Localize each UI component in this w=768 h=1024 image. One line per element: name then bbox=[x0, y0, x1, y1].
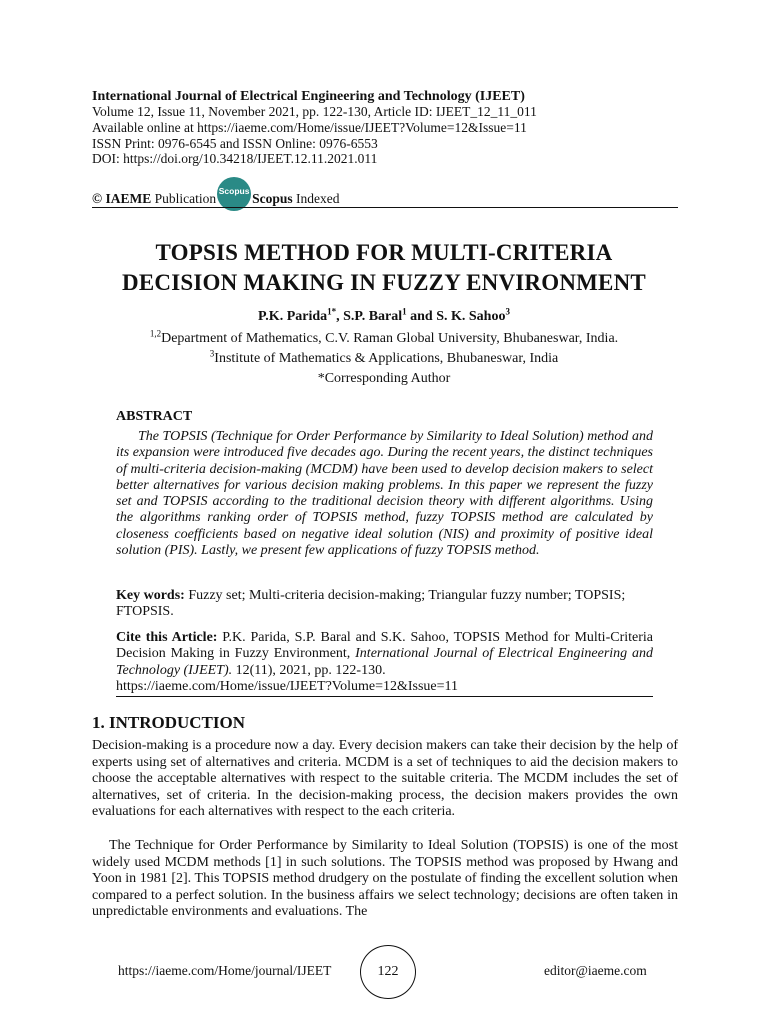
abstract-text: The TOPSIS (Technique for Order Performance by Similarity to Ideal Solution) method and its expansion were introduced five decades ago. During the recent years, the distinct techniques of multi-criteria decision-making (MCDM) have been used to develop decision makers to select better alternatives for various decision making problems. In this paper we represent the fuzzy set and TOPSIS according to the traditional decision theory with different algorithms. Using the algorithms ranking order of TOPSIS method, fuzzy TOPSIS method are calculated by closeness coefficients based on negative ideal solution (NIS) and proximity of positive ideal solution (PIS). Lastly, we present few applications of fuzzy TOPSIS method. bbox=[116, 429, 653, 559]
author-1-sup: 1* bbox=[327, 306, 337, 317]
publisher-name: © IAEME bbox=[92, 191, 152, 207]
scopus-logo-text: Scopus bbox=[218, 186, 250, 196]
intro-paragraph-1 bbox=[92, 738, 678, 821]
citation-block bbox=[116, 630, 653, 695]
footer-journal-link[interactable]: https://iaeme.com/Home/journal/IJEET bbox=[118, 963, 332, 978]
intro-p1-text: Decision-making is a procedure now a day. Every decision makers can take their decision by the help of experts using set of alternatives and criteria. MCDM is a set of techniques to aid the decision makers to choose the acceptable alternatives with respect to the suitable criteria. The MCDM includes the set of alternatives, set of criteria. In the decision-making process, the decision makers provides the own evaluations for each alternatives with respect to the each criteria. bbox=[92, 738, 678, 819]
paper-title bbox=[84, 238, 684, 298]
affiliation-1 bbox=[84, 328, 684, 347]
cite-journal: International Journal of Electrical Engineering and Technology (IJEET). bbox=[116, 646, 653, 678]
journal-name: International Journal of Electrical Engineering and Technology (IJEET) bbox=[92, 89, 525, 104]
abstract-body bbox=[116, 429, 653, 559]
issn-line: ISSN Print: 0976-6545 and ISSN Online: 0976-6553 bbox=[92, 136, 378, 151]
cite-url-link[interactable]: https://iaeme.com/Home/issue/IJEET?Volume=12&Issue=11 bbox=[116, 678, 459, 694]
authors-line bbox=[84, 306, 684, 325]
indexed-word: Indexed bbox=[292, 191, 340, 207]
intro-paragraph-2 bbox=[92, 838, 678, 921]
author-3: and S. K. Sahoo bbox=[406, 309, 506, 324]
affiliation-2 bbox=[84, 348, 684, 367]
keywords-label: Key words: bbox=[116, 588, 185, 603]
header-divider bbox=[92, 207, 678, 208]
page-number: 122 bbox=[360, 945, 416, 999]
author-3-sup: 3 bbox=[505, 306, 510, 317]
author-2: , S.P. Baral bbox=[336, 309, 403, 324]
section-heading: 1. INTRODUCTION bbox=[92, 713, 246, 732]
affiliation-1-text: Department of Mathematics, C.V. Raman Global University, Bhubaneswar, India. bbox=[161, 331, 619, 346]
abstract-heading: ABSTRACT bbox=[116, 409, 193, 424]
corresponding-author: *Corresponding Author bbox=[317, 371, 451, 386]
cite-divider bbox=[116, 696, 653, 697]
title-line-2: DECISION MAKING IN FUZZY ENVIRONMENT bbox=[122, 270, 646, 295]
publisher-line bbox=[92, 183, 339, 217]
footer-email-link[interactable]: editor@iaeme.com bbox=[544, 963, 647, 978]
volume-line: Volume 12, Issue 11, November 2021, pp. 122-130, Article ID: IJEET_12_11_011 bbox=[92, 104, 537, 119]
author-2-sup: 1 bbox=[402, 306, 407, 317]
affiliation-2-sup: 3 bbox=[209, 348, 215, 359]
scopus-logo-icon bbox=[217, 177, 251, 211]
affiliation-1-sup: 1,2 bbox=[149, 328, 162, 339]
cite-text-a: P.K. Parida, S.P. Baral and S.K. Sahoo, TOPSIS Method for Multi-Criteria Decision Making in Fuzzy Environment, bbox=[116, 630, 653, 662]
author-1: P.K. Parida bbox=[258, 309, 328, 324]
scopus-word: Scopus bbox=[252, 191, 293, 207]
title-line-1: TOPSIS METHOD FOR MULTI-CRITERIA bbox=[155, 240, 613, 265]
keywords bbox=[116, 588, 653, 621]
doi-line: DOI: https://doi.org/10.34218/IJEET.12.11.2021.011 bbox=[92, 151, 378, 166]
publication-word: Publication bbox=[151, 191, 217, 207]
cite-label: Cite this Article: bbox=[116, 630, 218, 645]
keywords-text: Fuzzy set; Multi-criteria decision-making; Triangular fuzzy number; TOPSIS; FTOPSIS. bbox=[116, 588, 626, 620]
available-line: Available online at https://iaeme.com/Home/issue/IJEET?Volume=12&Issue=11 bbox=[92, 120, 527, 135]
affiliation-2-text: Institute of Mathematics & Applications, Bhubaneswar, India bbox=[214, 351, 559, 366]
intro-p2-text: The Technique for Order Performance by Similarity to Ideal Solution (TOPSIS) is one of the most widely used MCDM methods [1] in such solutions. The TOPSIS method was proposed by Hwang and Yoon in 1981 [2]. This TOPSIS method drudgery on the postulate of finding the excellent solution when compared to a perfect solution. In the business affairs we select technology; decisions are often taken in unpredictable environments and evaluations. The bbox=[92, 838, 678, 919]
cite-text-b: 12(11), 2021, pp. 122-130. bbox=[232, 662, 386, 678]
